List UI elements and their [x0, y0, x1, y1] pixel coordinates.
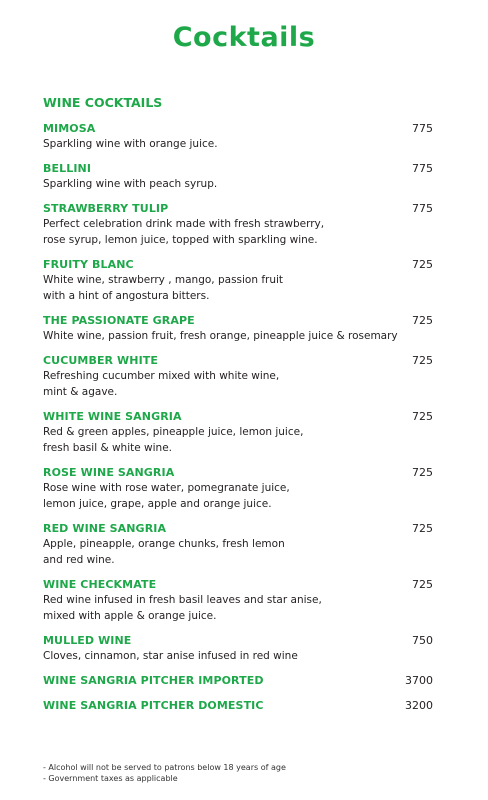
- item-description: Red wine infused in fresh basil leaves and star anise, mixed with apple & orange juice.: [43, 594, 322, 622]
- item-price: 725: [412, 314, 433, 327]
- footer-note: - Government taxes as applicable: [43, 774, 178, 783]
- menu-item: [43, 258, 433, 304]
- item-name: ROSE WINE SANGRIA: [43, 466, 175, 479]
- menu-item: [43, 314, 433, 344]
- menu-list: [43, 122, 433, 724]
- item-name: BELLINI: [43, 162, 92, 175]
- item-price: 775: [412, 202, 433, 215]
- menu-item: [43, 354, 433, 400]
- item-description: Red & green apples, pineapple juice, lemon juice, fresh basil & white wine.: [43, 426, 304, 454]
- menu-item: [43, 578, 433, 624]
- item-name: MIMOSA: [43, 122, 96, 135]
- item-name: FRUITY BLANC: [43, 258, 134, 271]
- menu-item: [43, 410, 433, 456]
- item-name: WHITE WINE SANGRIA: [43, 410, 182, 423]
- item-price: 725: [412, 522, 433, 535]
- item-description: Sparkling wine with peach syrup.: [43, 178, 218, 190]
- item-name: MULLED WINE: [43, 634, 132, 647]
- item-description: Perfect celebration drink made with fresh strawberry, rose syrup, lemon juice, topped with sparkling wine.: [43, 218, 325, 246]
- item-description: Refreshing cucumber mixed with white wine, mint & agave.: [43, 370, 280, 398]
- item-name: WINE SANGRIA PITCHER DOMESTIC: [43, 699, 264, 712]
- section-heading: WINE COCKTAILS: [43, 95, 163, 110]
- menu-item: [43, 634, 433, 664]
- item-price: 725: [412, 410, 433, 423]
- footer-notes: [43, 762, 286, 784]
- item-price: 725: [412, 578, 433, 591]
- item-price: 725: [412, 258, 433, 271]
- item-name: RED WINE SANGRIA: [43, 522, 167, 535]
- item-name: CUCUMBER WHITE: [43, 354, 159, 367]
- menu-item: [43, 162, 433, 192]
- menu-item: [43, 522, 433, 568]
- menu-item: [43, 466, 433, 512]
- menu-item: [43, 674, 433, 687]
- item-price: 725: [412, 354, 433, 367]
- item-description: White wine, passion fruit, fresh orange, pineapple juice & rosemary: [43, 330, 398, 342]
- item-name: STRAWBERRY TULIP: [43, 202, 169, 215]
- item-price: 775: [412, 122, 433, 135]
- item-description: Sparkling wine with orange juice.: [43, 138, 218, 150]
- footer-note: - Alcohol will not be served to patrons below 18 years of age: [43, 763, 286, 772]
- item-price: 775: [412, 162, 433, 175]
- menu-item: [43, 122, 433, 152]
- item-description: White wine, strawberry , mango, passion fruit with a hint of angostura bitters.: [43, 274, 284, 302]
- item-description: Apple, pineapple, orange chunks, fresh lemon and red wine.: [43, 538, 285, 566]
- item-name: THE PASSIONATE GRAPE: [43, 314, 195, 327]
- item-price: 725: [412, 466, 433, 479]
- item-description: Cloves, cinnamon, star anise infused in red wine: [43, 650, 298, 662]
- item-description: Rose wine with rose water, pomegranate juice, lemon juice, grape, apple and orange juice.: [43, 482, 290, 510]
- item-price: 3700: [405, 674, 433, 687]
- item-name: WINE SANGRIA PITCHER IMPORTED: [43, 674, 264, 687]
- page-title: Cocktails: [172, 22, 316, 53]
- menu-item: [43, 699, 433, 712]
- menu-item: [43, 202, 433, 248]
- item-name: WINE CHECKMATE: [43, 578, 157, 591]
- item-price: 750: [412, 634, 433, 647]
- item-price: 3200: [405, 699, 433, 712]
